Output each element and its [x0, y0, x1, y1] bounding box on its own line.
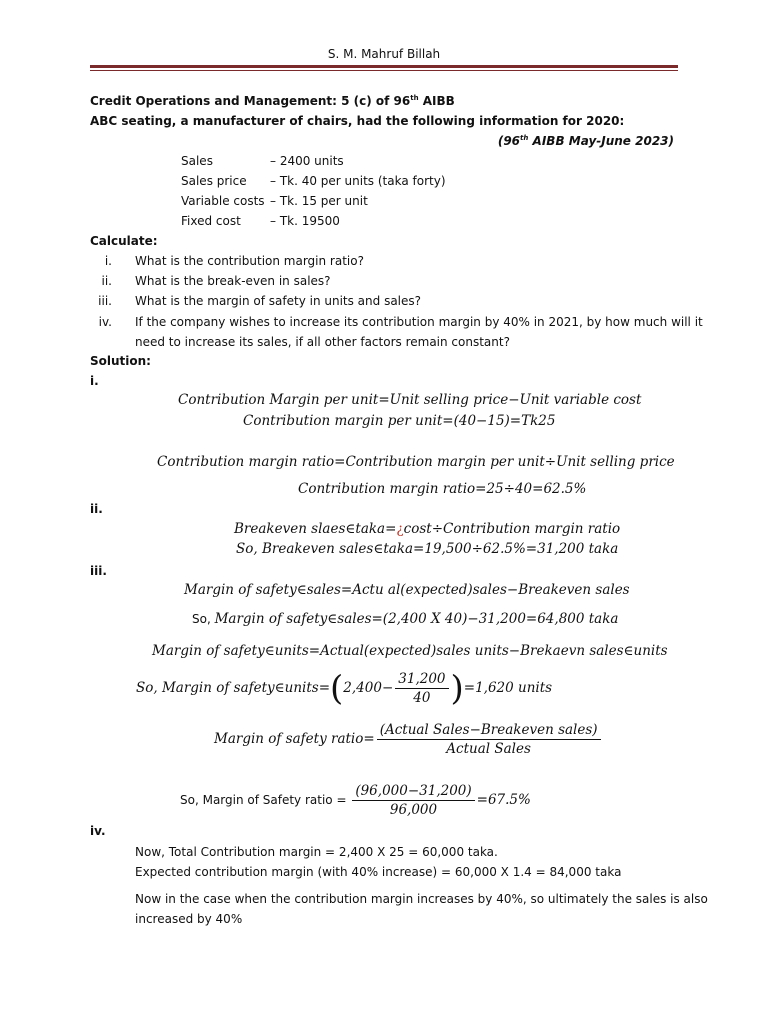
- equation-cm-per-unit: Contribution Margin per unit=Unit selling price−Unit variable cost: [178, 392, 642, 408]
- given-label: Sales: [181, 154, 213, 168]
- given-label: Fixed cost: [181, 214, 241, 228]
- question-text: What is the break-even in sales?: [135, 274, 331, 288]
- given-value: – Tk. 40 per units (taka forty): [270, 174, 446, 188]
- equation-mos-ratio-value: [180, 782, 531, 819]
- title-line-2: ABC seating, a manufacturer of chairs, had the following information for 2020:: [90, 114, 625, 128]
- title-line-1: [90, 94, 455, 108]
- question-text: If the company wishes to increase its contribution margin by 40% in 2021, by how much will it: [135, 315, 703, 329]
- part4-line-3: Now in the case when the contribution margin increases by 40%, so ultimately the sales is also: [135, 892, 708, 906]
- equation-mos-sales-expr: Margin of safety∈sales=(2,400 X 40)−31,200=64,800 taka: [214, 611, 619, 627]
- fraction-numerator: 31,200: [395, 670, 448, 689]
- equation-mos-ratio-prefix: So, Margin of Safety ratio =: [180, 793, 351, 807]
- solution-heading: Solution:: [90, 354, 151, 368]
- equation-mos-units-lhs: So, Margin of safety∈units=: [136, 680, 331, 696]
- equation-breakeven-lhs: Breakeven slaes∈taka=: [234, 521, 397, 537]
- equation-mos-units-result: =1,620 units: [463, 680, 553, 696]
- equation-mos-units-term: 2,400−: [343, 680, 394, 696]
- question-text: What is the margin of safety in units and sales?: [135, 294, 422, 308]
- fraction-numerator: (96,000−31,200): [352, 782, 474, 801]
- title-line-1-sup: th: [410, 94, 419, 102]
- equation-cm-per-unit-value: Contribution margin per unit=(40−15)=Tk25: [243, 413, 556, 429]
- equation-breakeven-value: So, Breakeven sales∈taka=19,500÷62.5%=31,200 taka: [236, 541, 619, 557]
- equation-mos-ratio: [214, 721, 603, 758]
- exam-reference-pre: (96: [497, 134, 521, 148]
- question-number: i.: [104, 254, 112, 268]
- equation-mos-sales: Margin of safety∈sales=Actu al(expected)sales−Breakeven sales: [184, 582, 630, 598]
- given-label: Sales price: [181, 174, 247, 188]
- equation-mos-sales-prefix: So,: [192, 612, 215, 626]
- part4-line-2: Expected contribution margin (with 40% increase) = 60,000 X 1.4 = 84,000 taka: [135, 865, 622, 879]
- part4-line-1: Now, Total Contribution margin = 2,400 X 25 = 60,000 taka.: [135, 845, 498, 859]
- given-label: Variable costs: [181, 194, 265, 208]
- equation-cm-ratio-value: Contribution margin ratio=25÷40=62.5%: [298, 481, 587, 497]
- title-line-1-tail: AIBB: [418, 94, 455, 108]
- equation-cm-ratio: Contribution margin ratio=Contribution margin per unit÷Unit selling price: [157, 454, 675, 470]
- page-header-author: S. M. Mahruf Billah: [327, 47, 441, 61]
- equation-breakeven: [234, 521, 620, 537]
- fraction: [352, 782, 474, 819]
- fraction-denominator: 40: [413, 690, 431, 706]
- section-label-iii: iii.: [90, 564, 107, 578]
- open-paren: (: [330, 668, 344, 709]
- given-value: – Tk. 19500: [270, 214, 340, 228]
- question-number: iii.: [98, 294, 112, 308]
- question-number: iv.: [98, 315, 112, 329]
- fraction: [395, 670, 448, 707]
- exam-reference-sup: th: [520, 134, 529, 142]
- fraction-denominator: Actual Sales: [446, 741, 531, 757]
- equation-mos-sales-value: [192, 611, 618, 627]
- section-label-ii: ii.: [90, 502, 103, 516]
- exam-reference: [498, 134, 674, 148]
- equation-breakeven-glyph: ¿: [396, 521, 404, 537]
- equation-mos-units-value: [136, 670, 552, 707]
- fraction-numerator: (Actual Sales−Breakeven sales): [377, 721, 601, 740]
- question-text: What is the contribution margin ratio?: [135, 254, 364, 268]
- close-paren: ): [450, 668, 464, 709]
- equation-mos-ratio-lhs: Margin of safety ratio=: [214, 731, 375, 747]
- calculate-heading: Calculate:: [90, 234, 158, 248]
- given-value: – 2400 units: [270, 154, 344, 168]
- title-line-1-text: Credit Operations and Management: 5 (c) of 96: [90, 94, 411, 108]
- equation-mos-ratio-result: =67.5%: [476, 792, 531, 808]
- part4-line-4: increased by 40%: [135, 912, 243, 926]
- given-value: – Tk. 15 per unit: [270, 194, 368, 208]
- header-rule-thin: [90, 70, 678, 71]
- equation-mos-units: Margin of safety∈units=Actual(expected)sales units−Brekaevn sales∈units: [152, 643, 668, 659]
- section-label-iv: iv.: [90, 824, 106, 838]
- equation-breakeven-rhs: cost÷Contribution margin ratio: [403, 521, 621, 537]
- question-number: ii.: [101, 274, 112, 288]
- header-rule-thick: [90, 65, 678, 68]
- question-text-continued: need to increase its sales, if all other factors remain constant?: [135, 335, 510, 349]
- fraction-denominator: 96,000: [389, 802, 438, 818]
- exam-reference-post: AIBB May-June 2023): [528, 134, 674, 148]
- section-label-i: i.: [90, 374, 99, 388]
- fraction: [377, 721, 601, 758]
